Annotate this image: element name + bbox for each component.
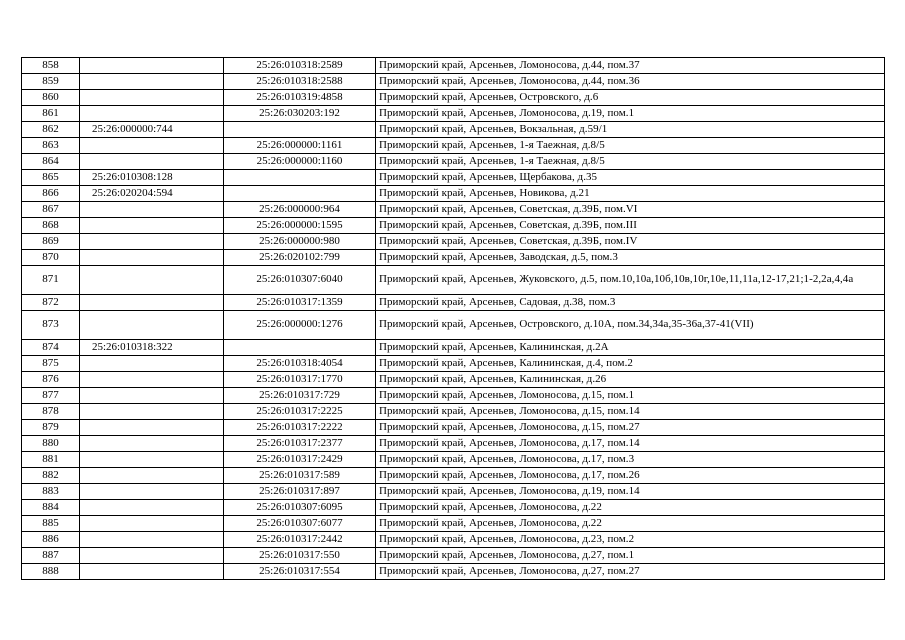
row-number-cell: 881 [22,452,80,468]
cadastral-number-cell [224,340,376,356]
row-number-cell: 886 [22,532,80,548]
address-cell: Приморский край, Арсеньев, Калининская, д.4, пом.2 [376,356,885,372]
address-cell: Приморский край, Арсеньев, Щербакова, д.35 [376,170,885,186]
row-number-cell: 865 [22,170,80,186]
old-cadastral-number-cell [80,468,224,484]
table-row [22,548,885,564]
table-row [22,356,885,372]
address-cell: Приморский край, Арсеньев, Заводская, д.5, пом.3 [376,250,885,266]
table-row [22,202,885,218]
cadastral-number-cell: 25:26:010317:589 [224,468,376,484]
old-cadastral-number-cell [80,532,224,548]
table-row [22,90,885,106]
address-cell: Приморский край, Арсеньев, Садовая, д.38, пом.3 [376,295,885,311]
address-cell: Приморский край, Арсеньев, Ломоносова, д.19, пом.14 [376,484,885,500]
address-cell: Приморский край, Арсеньев, Советская, д.39Б, пом.VI [376,202,885,218]
address-cell: Приморский край, Арсеньев, Ломоносова, д.19, пом.1 [376,106,885,122]
row-number-cell: 863 [22,138,80,154]
row-number-cell: 861 [22,106,80,122]
row-number-cell: 868 [22,218,80,234]
table-row [22,122,885,138]
row-number-cell: 888 [22,564,80,580]
old-cadastral-number-cell [80,74,224,90]
row-number-cell: 867 [22,202,80,218]
address-cell: Приморский край, Арсеньев, 1-я Таежная, д.8/5 [376,154,885,170]
table-row [22,154,885,170]
cadastral-number-cell: 25:26:010318:2589 [224,58,376,74]
address-cell: Приморский край, Арсеньев, Ломоносова, д.22 [376,516,885,532]
cadastral-number-cell: 25:26:020102:799 [224,250,376,266]
cadastral-number-cell: 25:26:000000:964 [224,202,376,218]
address-cell: Приморский край, Арсеньев, Ломоносова, д.15, пом.1 [376,388,885,404]
cadastral-number-cell [224,170,376,186]
row-number-cell: 874 [22,340,80,356]
table-row [22,452,885,468]
cadastral-number-cell: 25:26:010317:2377 [224,436,376,452]
old-cadastral-number-cell [80,106,224,122]
address-cell: Приморский край, Арсеньев, Ломоносова, д.17, пом.14 [376,436,885,452]
table-row [22,372,885,388]
table-row [22,250,885,266]
table-row [22,516,885,532]
table-row [22,295,885,311]
cadastral-number-cell: 25:26:010317:1770 [224,372,376,388]
address-cell: Приморский край, Арсеньев, Ломоносова, д.23, пом.2 [376,532,885,548]
row-number-cell: 887 [22,548,80,564]
table-row [22,138,885,154]
row-number-cell: 872 [22,295,80,311]
row-number-cell: 877 [22,388,80,404]
table-row [22,468,885,484]
row-number-cell: 878 [22,404,80,420]
old-cadastral-number-cell: 25:26:010308:128 [80,170,224,186]
cadastral-number-cell: 25:26:010317:554 [224,564,376,580]
row-number-cell: 875 [22,356,80,372]
table-row [22,500,885,516]
address-cell: Приморский край, Арсеньев, Советская, д.39Б, пом.IV [376,234,885,250]
table-row [22,340,885,356]
row-number-cell: 866 [22,186,80,202]
cadastral-number-cell: 25:26:000000:1161 [224,138,376,154]
row-number-cell: 883 [22,484,80,500]
address-cell: Приморский край, Арсеньев, Ломоносова, д.15, пом.27 [376,420,885,436]
address-cell: Приморский край, Арсеньев, Вокзальная, д.59/1 [376,122,885,138]
row-number-cell: 882 [22,468,80,484]
old-cadastral-number-cell [80,154,224,170]
row-number-cell: 873 [22,311,80,340]
property-table [21,57,885,580]
address-cell: Приморский край, Арсеньев, Ломоносова, д.17, пом.3 [376,452,885,468]
property-table-body [22,58,885,580]
cadastral-number-cell: 25:26:010317:2442 [224,532,376,548]
old-cadastral-number-cell [80,138,224,154]
address-cell: Приморский край, Арсеньев, Советская, д.39Б, пом.III [376,218,885,234]
table-row [22,564,885,580]
old-cadastral-number-cell [80,90,224,106]
old-cadastral-number-cell: 25:26:020204:594 [80,186,224,202]
address-cell: Приморский край, Арсеньев, Островского, д.6 [376,90,885,106]
row-number-cell: 884 [22,500,80,516]
cadastral-number-cell [224,186,376,202]
cadastral-number-cell: 25:26:000000:980 [224,234,376,250]
address-cell: Приморский край, Арсеньев, Островского, д.10А, пом.34,34а,35-36а,37-41(VII) [376,311,885,340]
table-row [22,532,885,548]
table-row [22,311,885,340]
old-cadastral-number-cell [80,311,224,340]
row-number-cell: 869 [22,234,80,250]
row-number-cell: 858 [22,58,80,74]
old-cadastral-number-cell [80,420,224,436]
old-cadastral-number-cell [80,58,224,74]
address-cell: Приморский край, Арсеньев, Новикова, д.21 [376,186,885,202]
cadastral-number-cell: 25:26:010317:2225 [224,404,376,420]
address-cell: Приморский край, Арсеньев, Жуковского, д.5, пом.10,10а,10б,10в,10г,10е,11,11а,12-17,21;1-2,2а,4,4а [376,266,885,295]
cadastral-number-cell [224,122,376,138]
cadastral-number-cell: 25:26:000000:1276 [224,311,376,340]
cadastral-number-cell: 25:26:000000:1160 [224,154,376,170]
cadastral-number-cell: 25:26:010317:2222 [224,420,376,436]
row-number-cell: 879 [22,420,80,436]
old-cadastral-number-cell [80,234,224,250]
row-number-cell: 864 [22,154,80,170]
table-row [22,186,885,202]
row-number-cell: 876 [22,372,80,388]
table-row [22,74,885,90]
cadastral-number-cell: 25:26:010307:6040 [224,266,376,295]
cadastral-number-cell: 25:26:010317:1359 [224,295,376,311]
old-cadastral-number-cell [80,548,224,564]
old-cadastral-number-cell [80,564,224,580]
old-cadastral-number-cell [80,516,224,532]
table-row [22,170,885,186]
old-cadastral-number-cell [80,436,224,452]
row-number-cell: 885 [22,516,80,532]
old-cadastral-number-cell [80,500,224,516]
cadastral-number-cell: 25:26:000000:1595 [224,218,376,234]
row-number-cell: 860 [22,90,80,106]
address-cell: Приморский край, Арсеньев, Ломоносова, д.44, пом.36 [376,74,885,90]
cadastral-number-cell: 25:26:030203:192 [224,106,376,122]
table-row [22,388,885,404]
row-number-cell: 871 [22,266,80,295]
address-cell: Приморский край, Арсеньев, Ломоносова, д.44, пом.37 [376,58,885,74]
address-cell: Приморский край, Арсеньев, Ломоносова, д.15, пом.14 [376,404,885,420]
cadastral-number-cell: 25:26:010318:4054 [224,356,376,372]
old-cadastral-number-cell: 25:26:010318:322 [80,340,224,356]
table-row [22,234,885,250]
cadastral-number-cell: 25:26:010307:6095 [224,500,376,516]
old-cadastral-number-cell [80,250,224,266]
table-row [22,420,885,436]
old-cadastral-number-cell: 25:26:000000:744 [80,122,224,138]
old-cadastral-number-cell [80,388,224,404]
row-number-cell: 880 [22,436,80,452]
old-cadastral-number-cell [80,218,224,234]
address-cell: Приморский край, Арсеньев, Ломоносова, д.17, пом.26 [376,468,885,484]
old-cadastral-number-cell [80,266,224,295]
row-number-cell: 859 [22,74,80,90]
old-cadastral-number-cell [80,372,224,388]
row-number-cell: 862 [22,122,80,138]
cadastral-number-cell: 25:26:010317:897 [224,484,376,500]
cadastral-number-cell: 25:26:010317:550 [224,548,376,564]
cadastral-number-cell: 25:26:010317:2429 [224,452,376,468]
table-row [22,218,885,234]
address-cell: Приморский край, Арсеньев, Калининская, д.26 [376,372,885,388]
table-row [22,436,885,452]
old-cadastral-number-cell [80,484,224,500]
old-cadastral-number-cell [80,356,224,372]
row-number-cell: 870 [22,250,80,266]
old-cadastral-number-cell [80,295,224,311]
cadastral-number-cell: 25:26:010318:2588 [224,74,376,90]
old-cadastral-number-cell [80,202,224,218]
old-cadastral-number-cell [80,404,224,420]
cadastral-number-cell: 25:26:010307:6077 [224,516,376,532]
table-row [22,106,885,122]
table-row [22,58,885,74]
table-row [22,484,885,500]
address-cell: Приморский край, Арсеньев, 1-я Таежная, д.8/5 [376,138,885,154]
table-row [22,266,885,295]
cadastral-number-cell: 25:26:010317:729 [224,388,376,404]
address-cell: Приморский край, Арсеньев, Ломоносова, д.27, пом.27 [376,564,885,580]
cadastral-number-cell: 25:26:010319:4858 [224,90,376,106]
table-row [22,404,885,420]
address-cell: Приморский край, Арсеньев, Ломоносова, д.22 [376,500,885,516]
address-cell: Приморский край, Арсеньев, Калининская, д.2А [376,340,885,356]
address-cell: Приморский край, Арсеньев, Ломоносова, д.27, пом.1 [376,548,885,564]
old-cadastral-number-cell [80,452,224,468]
